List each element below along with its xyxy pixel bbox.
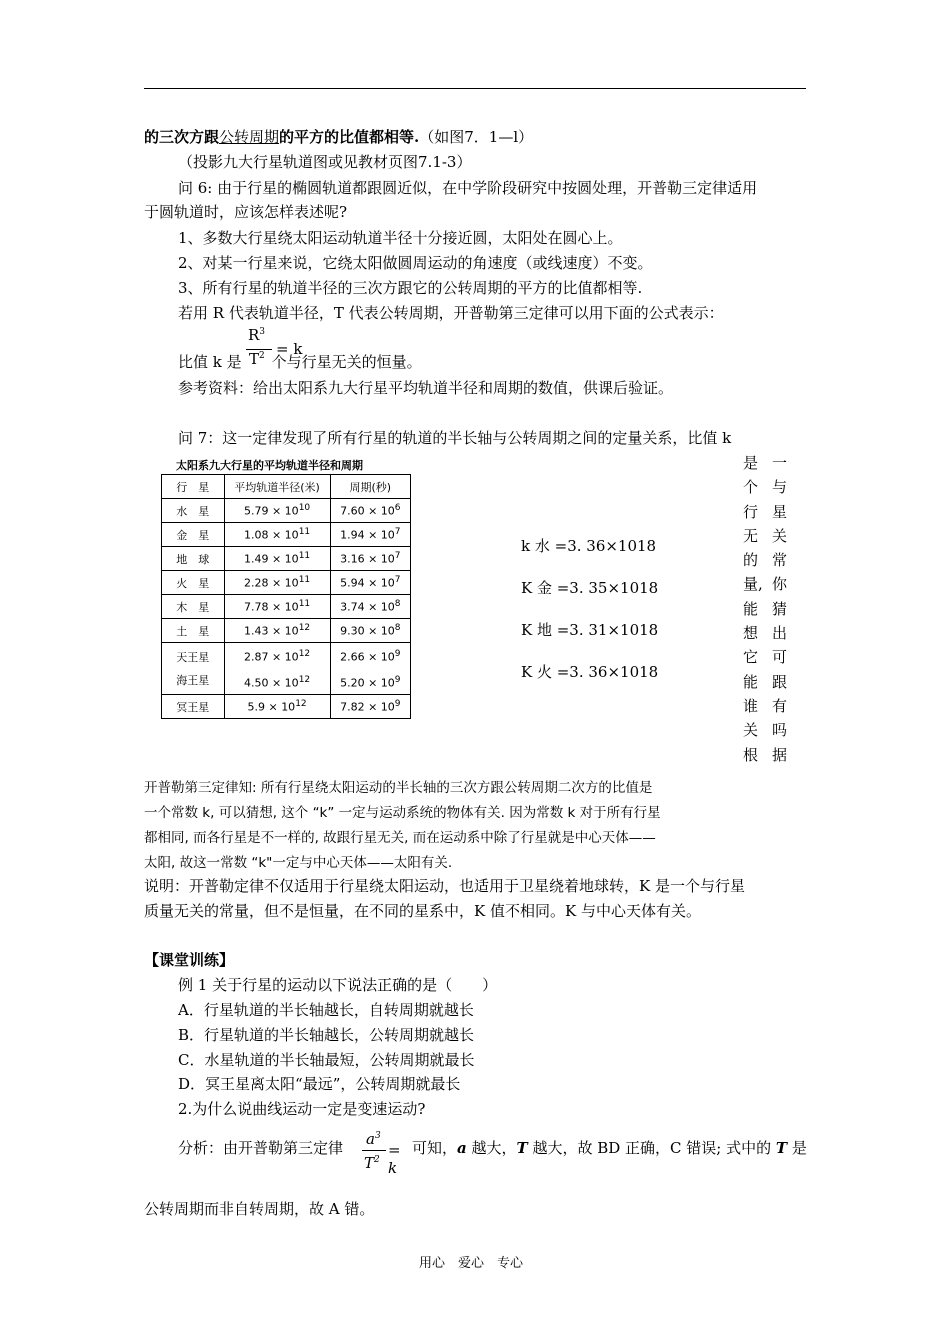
point-2: 2、对某一行星来说，它绕太阳做圆周运动的角速度（或线速度）不变。 — [178, 254, 653, 272]
table-title: 太阳系九大行星的平均轨道半径和周期 — [176, 459, 363, 472]
header-period: 周期(秒) — [330, 475, 410, 499]
analysis-rhs: = k — [388, 1141, 401, 1177]
kepler-para-line-1: 开普勒第三定律知: 所有行星绕太阳运动的半长轴的三次方跟公转周期二次方的比值是 — [144, 780, 653, 796]
question-6-line-2: 于圆轨道时，应该怎样表述呢? — [144, 203, 348, 221]
k-earth: K 地 =3. 31×1018 — [521, 621, 659, 639]
option-a: A．行星轨道的半长轴越长，自转周期就越长 — [178, 1001, 474, 1019]
vertical-text-column: 是 一 个 与 行 星 无 关 的 常 量, 你 能 猜 想 出 它 可 能 跟 谁 有 关 吗 根 据 — [743, 454, 787, 764]
kepler-para-line-4: 太阳, 故这一常数 “k"一定与中心天体——太阳有关. — [144, 855, 453, 871]
example-1: 例 1 关于行星的运动以下说法正确的是（ ） — [178, 976, 498, 994]
analysis-pre: 分析：由开普勒第三定律 — [178, 1139, 344, 1157]
formula-rhs: = k — [276, 340, 303, 358]
table-row: 土 星 $1.43 \times 10^{12}$ $9.30 \times 10^8$ — [162, 619, 411, 643]
underlined-term: 公转周期 — [219, 128, 280, 146]
kepler-para-line-3: 都相同, 而各行星是不一样的, 故跟行星无关, 而在运动系中除了行星就是中心天体—— — [144, 830, 656, 846]
point-1: 1、多数大行星绕太阳运动轨道半径十分接近圆，太阳处在圆心上。 — [178, 229, 623, 247]
option-d: D．冥王星离太阳“最远”，公转周期就最长 — [178, 1075, 461, 1093]
header-planet: 行 星 — [162, 475, 225, 499]
fraction-bar — [362, 1150, 386, 1151]
projection-note: （投影九大行星轨道图或见教材页图7.1-3） — [178, 153, 472, 171]
exercise-heading: 【课堂训练】 — [144, 951, 235, 969]
option-b: B．行星轨道的半长轴越长，公转周期就越长 — [178, 1026, 475, 1044]
formula-intro: 若用 R 代表轨道半径，T 代表公转周期，开普勒第三定律可以用下面的公式表示： — [178, 304, 724, 322]
kepler-para-line-2: 一个常数 k, 可以猜想, 这个 “k” 一定与运动系统的物体有关. 因为常数 k 对于所有行星 — [144, 805, 661, 821]
header-radius: 平均轨道半径(米) — [224, 475, 330, 499]
planet-table — [161, 474, 411, 719]
analysis-post: 可知，a 越大，T 越大，故 BD 正确，C 错误; 式中的 T 是 — [412, 1139, 807, 1157]
analysis-end: 公转周期而非自转周期，故 A 错。 — [144, 1200, 375, 1218]
question-7: 问 7：这一定律发现了所有行星的轨道的半长轴与公转周期之间的定量关系，比值 k — [178, 429, 732, 447]
ratio-line: 比值 k 是 个与行星无关的恒量。 — [178, 353, 422, 371]
k-venus: K 金 =3. 35×1018 — [521, 579, 659, 597]
k-mercury: k 水 =3. 36×1018 — [521, 537, 657, 555]
option-c: C．水星轨道的半长轴最短，公转周期就最长 — [178, 1051, 475, 1069]
note-line-1: 说明：开普勒定律不仅适用于行星绕太阳运动，也适用于卫星绕着地球转，K 是一个与行星 — [144, 877, 745, 895]
formula-denominator: $T^2$ — [249, 350, 265, 368]
table-row: 木 星 $7.78 \times 10^{11}$ $3.74 \times 10^8$ — [162, 595, 411, 619]
reference-note: 参考资料：给出太阳系九大行星平均轨道半径和周期的数值，供课后验证。 — [178, 379, 674, 397]
point-3: 3、所有行星的轨道半径的三次方跟它的公转周期的平方的比值都相等. — [178, 279, 643, 297]
note-line-2: 质量无关的常量，但不是恒量，在不同的星系中，K 值不相同。K 与中心天体有关。 — [144, 902, 701, 920]
k-mars: K 火 =3. 36×1018 — [521, 663, 659, 681]
table-row: 冥王星 $5.9 \times 10^{12}$ $7.82 \times 10^9$ — [162, 695, 411, 719]
analysis-denominator: $T^2$ — [364, 1154, 380, 1172]
header-rule — [144, 88, 806, 89]
table-row: 金 星 $1.08 \times 10^{11}$ $1.94 \times 10^7$ — [162, 523, 411, 547]
question-2: 2.为什么说曲线运动一定是变速运动? — [178, 1100, 426, 1118]
question-6-line-1: 问 6: 由于行星的椭圆轨道都跟圆近似，在中学阶段研究中按圆处理，开普勒三定律适用 — [178, 179, 758, 197]
table-row: 地 球 $1.49 \times 10^{11}$ $3.16 \times 10^7$ — [162, 547, 411, 571]
table-row: 天王星 海王星 $2.87 \times 10^{12}$ $4.50 \times 10^{12}$ $2.66 \times 10^9$ $5.20 \times 10^9$ — [162, 643, 411, 695]
page-footer: 用心 爱心 专心 — [419, 1256, 524, 1271]
analysis-formula — [362, 1130, 412, 1178]
line-ratio-statement: 的三次方跟公转周期的平方的比值都相等.（如图7．1—l） — [144, 128, 534, 146]
formula-numerator: $R^3$ — [248, 326, 266, 344]
analysis-numerator: $a^3$ — [366, 1130, 381, 1148]
table-row: 水 星 $5.79 \times 10^{10}$ $7.60 \times 10^6$ — [162, 499, 411, 523]
table-header-row — [162, 475, 411, 499]
table-row: 火 星 $2.28 \times 10^{11}$ $5.94 \times 10^7$ — [162, 571, 411, 595]
